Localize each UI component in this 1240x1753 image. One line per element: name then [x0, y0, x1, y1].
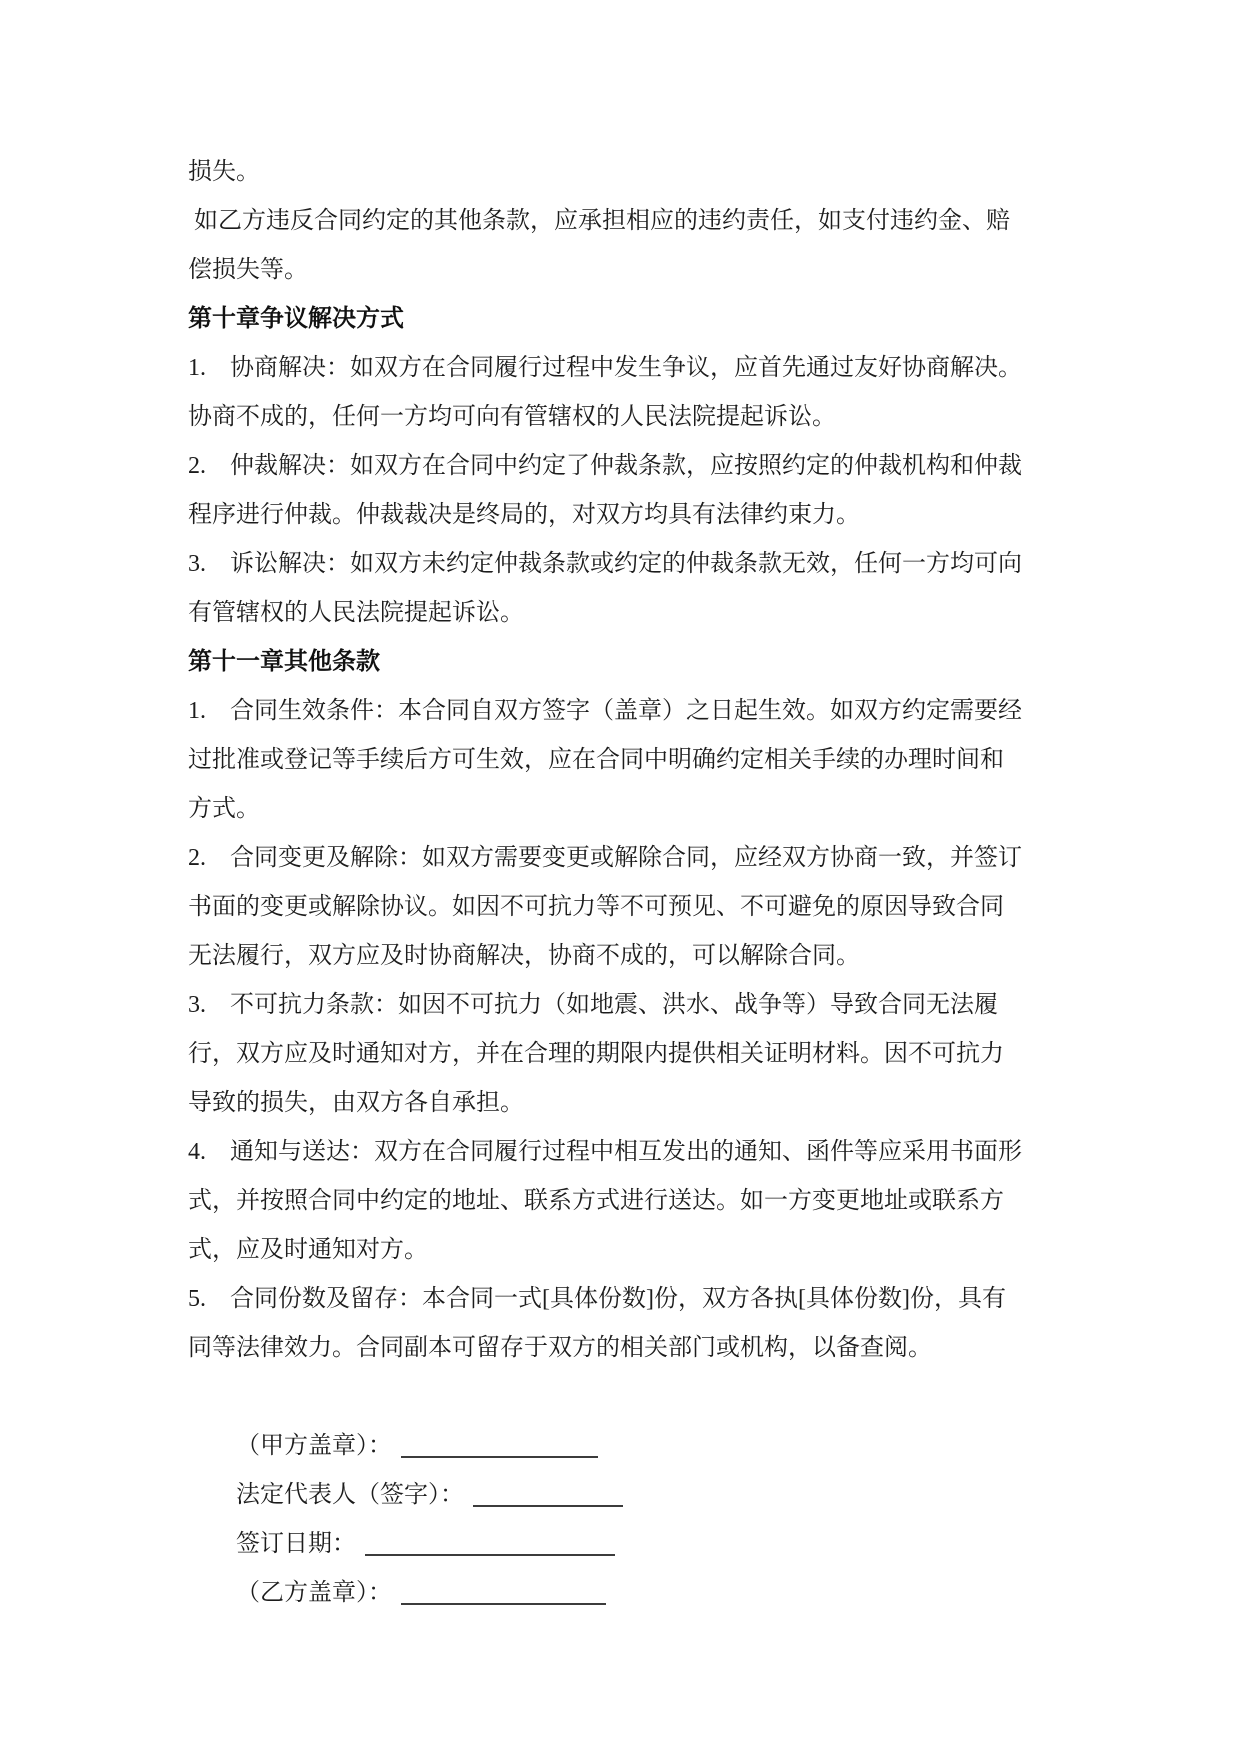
paragraph-line: 有管辖权的人民法院提起诉讼。	[188, 600, 524, 626]
paragraph-line: 损失。	[188, 159, 260, 185]
paragraph-line: 方式。	[188, 796, 260, 822]
signature-line-party-a-seal	[188, 1373, 1068, 1459]
paragraph-line: 2. 仲裁解决：如双方在合同中约定了仲裁条款，应按照约定的仲裁机构和仲裁	[188, 453, 1022, 479]
paragraph-line: 程序进行仲裁。仲裁裁决是终局的，对双方均具有法律约束力。	[188, 502, 860, 528]
chapter-10-heading: 第十章争议解决方式	[188, 306, 404, 332]
chapter-11-heading: 第十一章其他条款	[188, 649, 380, 675]
paragraph-line: 同等法律效力。合同副本可留存于双方的相关部门或机构，以备查阅。	[188, 1335, 932, 1361]
paragraph-line: 5. 合同份数及留存：本合同一式[具体份数]份，双方各执[具体份数]份，具有	[188, 1286, 1006, 1312]
signing-date-label: 签订日期：	[236, 1531, 356, 1557]
paragraph-line: 无法履行，双方应及时协商解决，协商不成的，可以解除合同。	[188, 943, 860, 969]
paragraph-line: 行，双方应及时通知对方，并在合理的期限内提供相关证明材料。因不可抗力	[188, 1041, 1004, 1067]
closing-liability-paragraph	[188, 148, 1068, 295]
paragraph-line: 式，应及时通知对方。	[188, 1237, 428, 1263]
paragraph-line: 3. 诉讼解决：如双方未约定仲裁条款或约定的仲裁条款无效，任何一方均可向	[188, 551, 1022, 577]
paragraph-line: 2. 合同变更及解除：如双方需要变更或解除合同，应经双方协商一致，并签订	[188, 845, 1022, 871]
party-b-seal-label: （乙方盖章）：	[236, 1580, 392, 1606]
signing-date-blank-line	[365, 1536, 615, 1556]
paragraph-line: 4. 通知与送达：双方在合同履行过程中相互发出的通知、函件等应采用书面形	[188, 1139, 1022, 1165]
paragraph-line: 如乙方违反合同约定的其他条款，应承担相应的违约责任，如支付违约金、赔	[188, 208, 1010, 234]
party-b-seal-blank-line	[401, 1585, 606, 1605]
party-a-seal-blank-line	[401, 1438, 598, 1458]
paragraph-line: 协商不成的，任何一方均可向有管辖权的人民法院提起诉讼。	[188, 404, 836, 430]
party-a-seal-label: （甲方盖章）：	[236, 1433, 392, 1459]
paragraph-line: 书面的变更或解除协议。如因不可抗力等不可预见、不可避免的原因导致合同	[188, 894, 1004, 920]
chapter-11-other-clauses	[188, 638, 1068, 1373]
paragraph-line: 3. 不可抗力条款：如因不可抗力（如地震、洪水、战争等）导致合同无法履	[188, 992, 998, 1018]
chapter-10-dispute-resolution	[188, 295, 1068, 638]
paragraph-line: 偿损失等。	[188, 257, 308, 283]
paragraph-line: 1. 协商解决：如双方在合同履行过程中发生争议，应首先通过友好协商解决。	[188, 355, 1022, 381]
legal-representative-label: 法定代表人（签字）：	[236, 1482, 464, 1508]
signature-block	[188, 1373, 1068, 1606]
paragraph-line: 过批准或登记等手续后方可生效，应在合同中明确约定相关手续的办理时间和	[188, 747, 1004, 773]
document-text-block	[188, 148, 1068, 1606]
paragraph-line: 导致的损失，由双方各自承担。	[188, 1090, 524, 1116]
legal-representative-blank-line	[473, 1487, 623, 1507]
paragraph-line: 1. 合同生效条件：本合同自双方签字（盖章）之日起生效。如双方约定需要经	[188, 698, 1022, 724]
paragraph-line: 式，并按照合同中约定的地址、联系方式进行送达。如一方变更地址或联系方	[188, 1188, 1004, 1214]
